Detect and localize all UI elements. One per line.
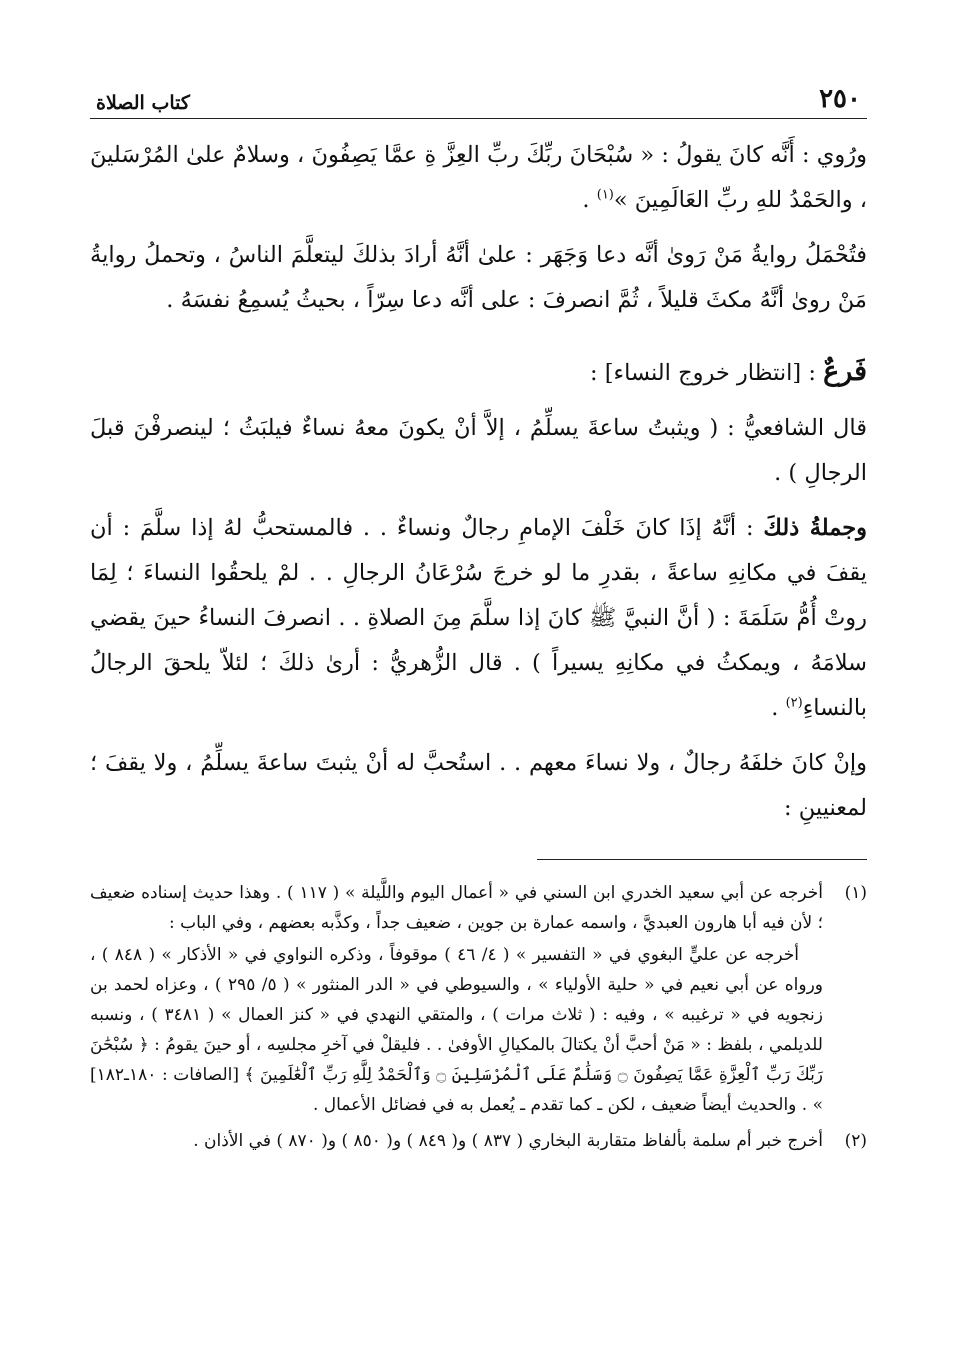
paragraph-4-end: . bbox=[771, 695, 786, 721]
footnote-1 bbox=[90, 878, 867, 1122]
paragraph-1-text: ورُوي : أَنَّه كانَ يقولُ : « سُبْحَانَ ربِّكَ ربِّ العِزَّ ةِ عمَّا يَصِفُونَ ، وسلامٌ علىٰ المُرْسَلينَ ، والحَمْدُ للهِ ربِّ العَالَمِينَ » bbox=[90, 142, 867, 213]
paragraph-4-text: : أنَّهُ إذَا كانَ خَلْفَ الإمامِ رجالٌ ونساءٌ . . فالمستحبُّ لهُ إذا سلَّمَ : أن يقفَ في مكانِهِ ساعةً ، بقدرِ ما لو خرجَ سُرْعَانُ الرجالِ . . لمْ يلحقُوا النساءَ ؛ لِمَا روتْ أُمُّ سَلَمَةَ : ( أنَّ النبيَّ ﷺ كانَ إذا سلَّمَ مِنَ الصلاةِ . . انصرفَ النساءُ حينَ يقضي سلامَهُ ، ويمكثُ في مكانِهِ يسيراً ) . قال الزُّهريُّ : أرىٰ ذلكَ ؛ لئلاّ يلحقَ الرجالُ بالنساءِ bbox=[90, 515, 867, 721]
paragraph-4 bbox=[90, 506, 867, 731]
paragraph-1 bbox=[90, 133, 867, 223]
footnote-body bbox=[90, 1126, 823, 1158]
section-title: : [انتظار خروج النساء] : bbox=[590, 360, 824, 386]
book-title: كتاب الصلاة bbox=[96, 92, 190, 114]
footnote-paragraph: أخرجه عن عليٍّ البغوي في « التفسير » ( ٤/ ٤٦ ) موقوفاً ، وذكره النواوي في « الأذكار » ( ٨٤٨ ) ، ورواه عن أبي نعيم في « حلية الأولياء » ، والسيوطي في « الدر المنثور » ( ٥/ ٢٩٥ ) ، وعزاه لحمد بن زنجويه في « ترغيبه » ، وفيه : ( ثلاث مرات ) ، والمتقي النهدي في « كنز العمال » ( ٣٤٨١ ) ، ونسبه للديلمي ، بلفظ : « مَنْ أحبَّ أنْ يكتالَ بالمكيالِ الأوفىٰ . . فليقلْ في آخرِ مجلسِه ، أو حينَ يقومُ : ﴿ سُبْحَٰنَ رَبِّكَ رَبِّ ٱلْعِزَّةِ عَمَّا يَصِفُونَ ۝ وَسَلَٰمٌ عَلَى ٱلْمُرْسَلِينَ ۝ وَٱلْحَمْدُ لِلَّهِ رَبِّ ٱلْعَٰلَمِينَ ﴾ [الصافات : ١٨٠ـ١٨٢] » . والحديث أيضاً ضعيف ، لكن ـ كما تقدم ـ يُعمل به في فضائل الأعمال . bbox=[90, 945, 824, 1115]
footnote-number: (٢) bbox=[844, 1131, 867, 1151]
section-heading bbox=[90, 349, 867, 396]
page-header bbox=[90, 78, 867, 114]
footnote-paragraph: أخرج خبر أم سلمة بألفاظ متقاربة البخاري ( ٨٣٧ ) و( ٨٤٩ ) و( ٨٥٠ ) و( ٨٧٠ ) في الأذان . bbox=[193, 1131, 823, 1151]
paragraph-2: فتُحْمَلُ روايةُ مَنْ رَوىٰ أنَّه دعا وَجَهَر : علىٰ أنَّهُ أرادَ بذلكَ ليتعلَّمَ الناسُ ، وتحملُ روايةُ مَنْ روىٰ أنَّهُ مكثَ قليلاً ، ثُمَّ انصرفَ : على أنَّه دعا سِرّاً ، بحيثُ يُسمِعُ نفسَهُ . bbox=[90, 242, 867, 313]
footnote-separator bbox=[537, 859, 867, 860]
page-number: ٢٥٠ bbox=[819, 84, 861, 114]
footnote-ref-1[interactable]: (١) bbox=[596, 187, 614, 203]
header-rule bbox=[90, 118, 867, 119]
main-text bbox=[90, 133, 867, 831]
footnotes bbox=[90, 878, 867, 1158]
paragraph-4-lead: وجملةُ ذلكَ bbox=[763, 515, 868, 541]
paragraph-3: قال الشافعيُّ : ( ويثبتُ ساعةَ يسلِّمُ ، إلاَّ أنْ يكونَ معهُ نساءٌ فيلبَثُ ؛ لينصرفْنَ قبلَ الرجالِ ) . bbox=[90, 415, 867, 486]
footnote-2 bbox=[90, 1126, 867, 1158]
footnote-body bbox=[90, 878, 823, 1122]
footnote-paragraph: أخرجه عن أبي سعيد الخدري ابن السني في « أعمال اليوم واللَّيلة » ( ١١٧ ) . وهذا حديث إسناده ضعيف ؛ لأن فيه أبا هارون العبديَّ ، واسمه عمارة بن جوين ، ضعيف جداً ، وكذَّبه بعضهم ، وفي الباب : bbox=[90, 883, 823, 933]
paragraph-1-end: . bbox=[582, 187, 597, 213]
footnote-number: (١) bbox=[844, 883, 867, 903]
paragraph-5: وإنْ كانَ خلفَهُ رجالٌ ، ولا نساءَ معهم . . استُحبَّ له أنْ يثبتَ ساعةَ يسلِّمُ ، ولا يقفَ ؛ لمعنيينِ : bbox=[90, 750, 867, 821]
footnote-ref-2[interactable]: (٢) bbox=[785, 695, 803, 711]
section-label: فَرعٌ bbox=[823, 356, 867, 387]
